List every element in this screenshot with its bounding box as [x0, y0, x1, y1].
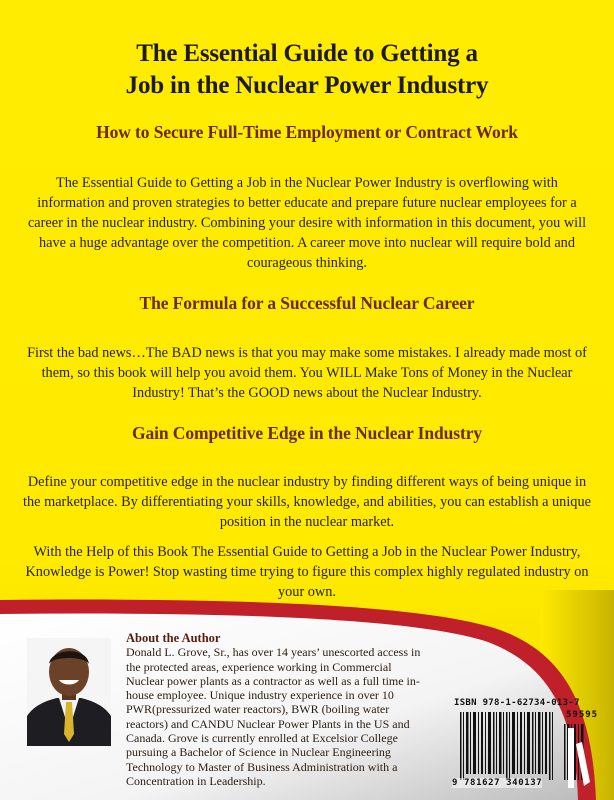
- isbn-barcode: [450, 698, 599, 790]
- section-body-formula: First the bad news…The BAD news is that you may make some mistakes. I already made most of them, so this book will help you avoid them. You WILL Make Tons of Money in the Nuclear Industry! That’s the GOOD news about the Nuclear Industry.: [27, 345, 587, 401]
- isbn-label: ISBN 978-1-62734-013-7: [454, 698, 580, 708]
- closing-paragraph: With the Help of this Book The Essential Guide to Getting a Job in the Nuclear Power Industry, Knowledge is Power! Stop wasting time trying to figure this complex highly regulated industry on your own.: [25, 544, 589, 600]
- title-line-1: The Essential Guide to Getting a: [136, 40, 478, 67]
- price-code: 59595: [566, 710, 599, 720]
- section-body-competitive-edge: Define your competitive edge in the nuclear industry by finding different ways of being unique in the marketplace. By differentiating your skills, knowledge, and abilities, you can establish a unique position in the nuclear market.: [23, 474, 591, 530]
- section-body-employment: The Essential Guide to Getting a Job in the Nuclear Power Industry is overflowing with information and proven strategies to better educate and prepare future nuclear employees for a career in the nuclear industry. Combining your desire with information in this document, you will have a huge advantage over the competition. A career move into nuclear will require bold and courageous thinking.: [27, 175, 587, 271]
- author-portrait-icon: [27, 638, 111, 746]
- book-title: [0, 38, 614, 102]
- section-heading-formula: The Formula for a Successful Nuclear Career: [139, 293, 475, 313]
- section-heading-employment: How to Secure Full-Time Employment or Contract Work: [96, 122, 518, 142]
- about-author-heading: About the Author: [126, 631, 221, 645]
- section-heading-competitive-edge: Gain Competitive Edge in the Nuclear Industry: [131, 423, 483, 443]
- ean-digits: 9 781627 340137: [452, 778, 543, 788]
- about-the-author: [126, 631, 426, 788]
- author-bio: Donald L. Grove, Sr., has over 14 years’ unescorted access in the protected areas, experience working in Commercial Nuclear power plants as a contractor as well as a full time in-house employee. Unique industry experience in over 10 PWR(pressurized water reactors), BWR (boiling water reactors) and CANDU Nuclear Power Plants in the US and Canada. Grove is currently enrolled at Excelsior College pursuing a Bachelor of Science in Nuclear Engineering Technology to Master of Business Administration with a Concentration in Leadership.: [126, 645, 421, 788]
- barcode-bars-icon: [450, 708, 590, 788]
- title-line-2: Job in the Nuclear Power Industry: [125, 72, 489, 99]
- author-photo: [27, 638, 111, 746]
